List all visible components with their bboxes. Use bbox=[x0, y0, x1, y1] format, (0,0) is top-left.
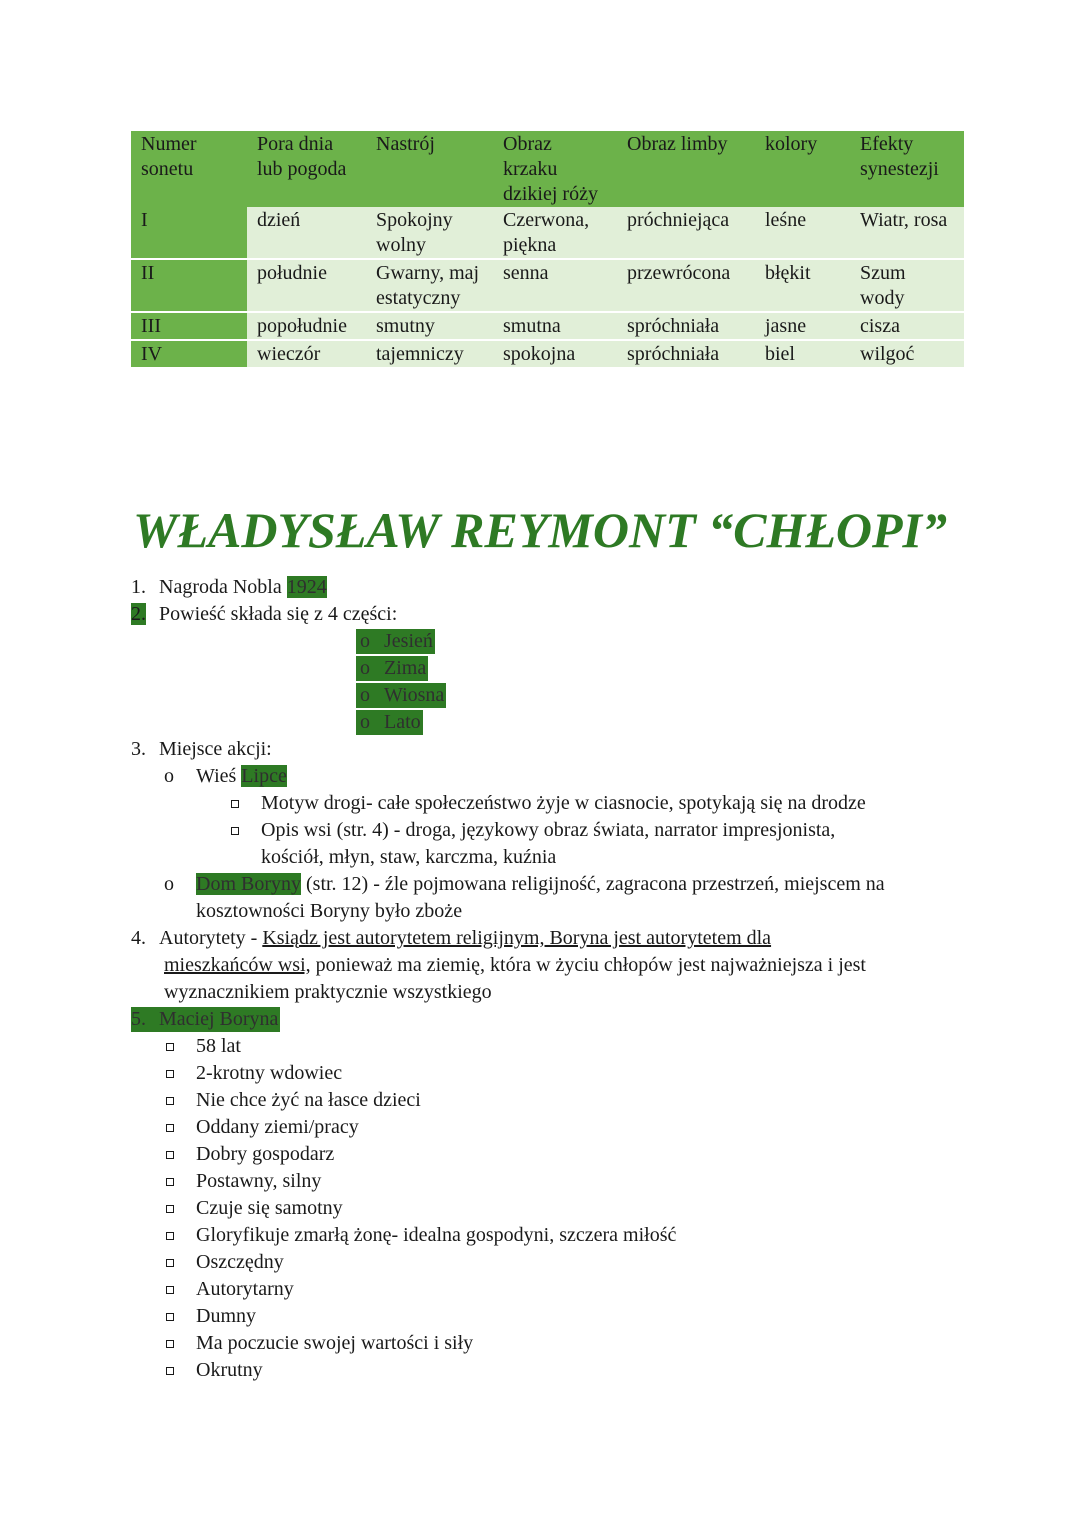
table-cell: próchniejąca bbox=[617, 207, 755, 259]
square-bullet-icon bbox=[166, 1286, 174, 1294]
bullet-icon: o bbox=[164, 873, 174, 895]
table-header-cell: kolory bbox=[755, 131, 850, 207]
bullet-icon: o bbox=[164, 765, 174, 787]
list-item: Dobry gospodarz bbox=[196, 1143, 335, 1165]
list-item bbox=[131, 575, 327, 600]
list-item: 58 lat bbox=[196, 1035, 241, 1057]
list-item bbox=[164, 764, 174, 789]
list-item: o Jesień bbox=[356, 629, 435, 654]
item-text: Nagroda Nobla bbox=[159, 576, 282, 598]
square-bullet-icon bbox=[166, 1043, 174, 1051]
table-row bbox=[131, 259, 964, 312]
highlight-year: 1924 bbox=[286, 576, 327, 598]
table-cell: popołudnie bbox=[247, 312, 366, 340]
item-text: Miejsce akcji: bbox=[159, 738, 272, 760]
list-item: Ma poczucie swojej wartości i siły bbox=[196, 1332, 474, 1354]
item-text: Powieść składa się z 4 części: bbox=[159, 603, 398, 625]
list-item-continuation: kościół, młyn, staw, karczma, kuźnia bbox=[261, 846, 557, 868]
table-cell: wieczór bbox=[247, 340, 366, 367]
square-bullet-icon bbox=[231, 827, 239, 835]
table-header-row bbox=[131, 131, 964, 207]
parts-list bbox=[356, 629, 446, 735]
square-bullet-icon bbox=[166, 1232, 174, 1240]
square-bullet-icon bbox=[166, 1313, 174, 1321]
table-cell: spróchniała bbox=[617, 312, 755, 340]
table-cell: spokojna bbox=[493, 340, 617, 367]
table-cell: smutna bbox=[493, 312, 617, 340]
square-bullet-icon bbox=[166, 1151, 174, 1159]
page-title: WŁADYSŁAW REYMONT “CHŁOPI” bbox=[132, 502, 947, 558]
table-header-cell: Numer sonetu bbox=[131, 131, 247, 207]
list-item: Autorytarny bbox=[196, 1278, 294, 1300]
table-cell: Spokojny wolny bbox=[366, 207, 493, 259]
list-item-continuation: kosztowności Boryny było zboże bbox=[196, 900, 463, 922]
table-cell: smutny bbox=[366, 312, 493, 340]
item-number: 1. bbox=[131, 576, 146, 598]
list-item bbox=[131, 602, 397, 627]
item-number: 2. bbox=[131, 603, 146, 625]
list-item: 4. Autorytety - Ksiądz jest autorytetem religijnym, Boryna jest autorytetem dla bbox=[131, 927, 772, 949]
square-bullet-icon bbox=[166, 1205, 174, 1213]
list-item: 2-krotny wdowiec bbox=[196, 1062, 343, 1084]
list-item: Dom Boryny (str. 12) - źle pojmowana religijność, zagracona przestrzeń, miejscem na bbox=[196, 873, 885, 895]
square-bullet-icon bbox=[166, 1124, 174, 1132]
table-cell: Czerwona, piękna bbox=[493, 207, 617, 259]
table-cell: I bbox=[131, 207, 247, 259]
item-number: 4. bbox=[131, 927, 146, 949]
table-header-cell: Pora dnia lub pogoda bbox=[247, 131, 366, 207]
table-cell: przewrócona bbox=[617, 259, 755, 312]
table-cell: południe bbox=[247, 259, 366, 312]
square-bullet-icon bbox=[166, 1178, 174, 1186]
table-cell: błękit bbox=[755, 259, 850, 312]
table-row bbox=[131, 207, 964, 259]
table-header-cell: Obraz krzaku dzikiej róży bbox=[493, 131, 617, 207]
table-row bbox=[131, 312, 964, 340]
highlight-place: Dom Boryny bbox=[196, 873, 301, 895]
list-item: Okrutny bbox=[196, 1359, 263, 1381]
table-cell: IV bbox=[131, 340, 247, 367]
list-item: Motyw drogi- całe społeczeństwo żyje w ciasnocie, spotykają się na drodze bbox=[261, 792, 866, 814]
table-cell: wilgoć bbox=[850, 340, 964, 367]
square-bullet-icon bbox=[166, 1259, 174, 1267]
table-cell: III bbox=[131, 312, 247, 340]
item-number: 3. bbox=[131, 738, 146, 760]
square-bullet-icon bbox=[231, 800, 239, 808]
table-header-cell: Efekty synestezji bbox=[850, 131, 964, 207]
list-item: Gloryfikuje zmarłą żonę- idealna gospodyni, szczera miłość bbox=[196, 1224, 677, 1246]
list-item: o Lato bbox=[356, 710, 423, 735]
list-item: Oddany ziemi/pracy bbox=[196, 1116, 359, 1138]
table-row bbox=[131, 340, 964, 367]
table-cell: senna bbox=[493, 259, 617, 312]
list-item: Opis wsi (str. 4) - droga, językowy obraz świata, narrator impresjonista, bbox=[261, 819, 836, 841]
square-bullet-icon bbox=[166, 1097, 174, 1105]
highlight-place: Lipce bbox=[241, 765, 287, 787]
list-item: Wieś Lipce bbox=[196, 765, 287, 787]
table-cell: Szum wody bbox=[850, 259, 964, 312]
table-cell: Gwarny, majestatyczny bbox=[366, 259, 493, 312]
list-item: Dumny bbox=[196, 1305, 256, 1327]
list-item: o Zima bbox=[356, 656, 428, 681]
table-cell: tajemniczy bbox=[366, 340, 493, 367]
square-bullet-icon bbox=[166, 1367, 174, 1375]
table-cell: jasne bbox=[755, 312, 850, 340]
table-cell: II bbox=[131, 259, 247, 312]
square-bullet-icon bbox=[166, 1340, 174, 1348]
list-item: Nie chce żyć na łasce dzieci bbox=[196, 1089, 421, 1111]
list-item: Czuje się samotny bbox=[196, 1197, 343, 1219]
table-header-cell: Obraz limby bbox=[617, 131, 755, 207]
table-cell: cisza bbox=[850, 312, 964, 340]
list-item: Oszczędny bbox=[196, 1251, 284, 1273]
table-cell: spróchniała bbox=[617, 340, 755, 367]
list-item-continuation: wyznacznikiem praktycznie wszystkiego bbox=[164, 981, 492, 1003]
list-item: 5. Maciej Boryna bbox=[131, 1008, 279, 1030]
table-cell: Wiatr, rosa bbox=[850, 207, 964, 259]
table-cell: dzień bbox=[247, 207, 366, 259]
list-item-continuation: mieszkańców wsi, ponieważ ma ziemię, która w życiu chłopów jest najważniejsza i jest bbox=[164, 954, 866, 976]
table-header-cell: Nastrój bbox=[366, 131, 493, 207]
table-cell: leśne bbox=[755, 207, 850, 259]
list-item: o Wiosna bbox=[356, 683, 446, 708]
item-number: 5. bbox=[131, 1008, 146, 1030]
list-item bbox=[131, 737, 272, 762]
sonnet-table bbox=[131, 131, 964, 367]
list-item: Postawny, silny bbox=[196, 1170, 322, 1192]
square-bullet-icon bbox=[166, 1070, 174, 1078]
table-cell: biel bbox=[755, 340, 850, 367]
